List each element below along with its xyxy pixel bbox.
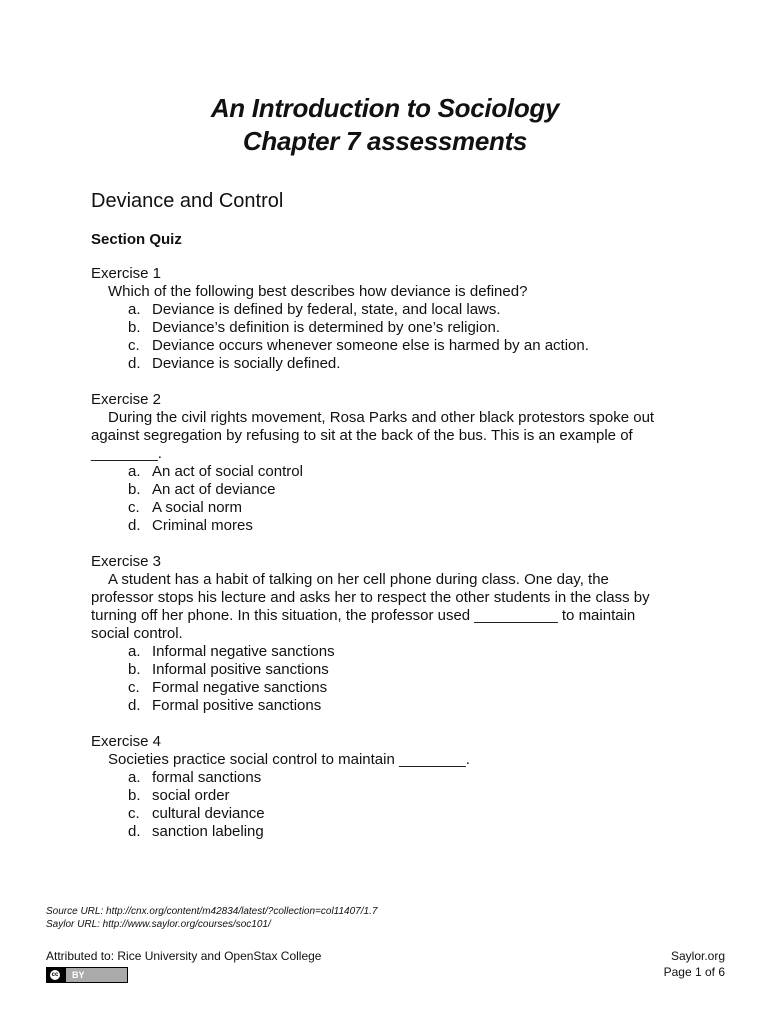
site-name: Saylor.org xyxy=(670,949,725,963)
answer-option xyxy=(128,787,671,805)
section-heading: Deviance and Control xyxy=(91,190,284,212)
option-text: Criminal mores xyxy=(152,517,253,534)
option-text: Deviance is defined by federal, state, and local laws. xyxy=(152,301,501,318)
answer-option xyxy=(128,643,671,661)
option-text: Informal negative sanctions xyxy=(152,643,335,660)
option-letter: c. xyxy=(128,337,140,354)
answer-option xyxy=(128,319,671,337)
answer-option xyxy=(128,769,671,787)
option-text: Formal positive sanctions xyxy=(152,697,322,714)
answer-option xyxy=(128,679,671,697)
option-letter: d. xyxy=(128,823,141,840)
answer-options xyxy=(91,463,671,535)
answer-option xyxy=(128,517,671,535)
saylor-url: Saylor URL: http://www.saylor.org/courses/soc101/ xyxy=(46,919,271,930)
option-text: social order xyxy=(152,787,230,804)
exercise-2 xyxy=(91,391,671,535)
option-text: Deviance’s definition is determined by one’s religion. xyxy=(152,319,500,336)
attribution-text: Attributed to: Rice University and OpenStax College xyxy=(46,949,322,963)
option-text: cultural deviance xyxy=(152,805,265,822)
exercise-question: Which of the following best describes how deviance is defined? xyxy=(108,283,528,300)
answer-option xyxy=(128,355,671,373)
option-letter: b. xyxy=(128,787,141,804)
title-line-2: Chapter 7 assessments xyxy=(242,126,528,156)
exercise-title: Exercise 1 xyxy=(91,265,162,282)
option-text: A social norm xyxy=(152,499,243,516)
exercise-question: During the civil rights movement, Rosa Parks and other black protestors spoke out against segregation by refusing to sit at the back of the bus. This is an example of ________. xyxy=(91,409,655,462)
cc-by-license-icon xyxy=(46,967,128,983)
exercise-list xyxy=(91,265,671,859)
answer-options xyxy=(91,643,671,715)
option-letter: d. xyxy=(128,517,141,534)
answer-options xyxy=(91,301,671,373)
option-text: Deviance is socially defined. xyxy=(152,355,341,372)
page-number: Page 1 of 6 xyxy=(663,965,725,979)
option-letter: b. xyxy=(128,661,141,678)
option-letter: a. xyxy=(128,643,141,660)
option-letter: c. xyxy=(128,679,140,696)
option-letter: a. xyxy=(128,769,141,786)
option-letter: a. xyxy=(128,301,141,318)
answer-option xyxy=(128,463,671,481)
title-line-1: An Introduction to Sociology xyxy=(210,93,560,123)
exercise-3 xyxy=(91,553,671,715)
exercise-4 xyxy=(91,733,671,841)
answer-option xyxy=(128,337,671,355)
exercise-title: Exercise 4 xyxy=(91,733,162,750)
option-text: Deviance occurs whenever someone else is harmed by an action. xyxy=(152,337,589,354)
answer-option xyxy=(128,661,671,679)
source-url: Source URL: http://cnx.org/content/m42834/latest/?collection=col11407/1.7 xyxy=(46,906,378,917)
answer-option xyxy=(128,499,671,517)
footer-source-urls xyxy=(46,905,377,931)
exercise-question: A student has a habit of talking on her cell phone during class. One day, the professor stops his lecture and asks her to respect the other students in the class by turning off her phone. In this situation, the professor used __________ to maintain social control. xyxy=(91,571,650,642)
cc-circle-icon: cc xyxy=(49,969,61,981)
footer-page-info xyxy=(664,948,725,980)
answer-option xyxy=(128,697,671,715)
exercise-question: Societies practice social control to maintain ________. xyxy=(108,751,470,768)
answer-options xyxy=(91,769,671,841)
exercise-title: Exercise 3 xyxy=(91,553,162,570)
option-letter: d. xyxy=(128,355,141,372)
option-text: An act of social control xyxy=(152,463,303,480)
option-letter: a. xyxy=(128,463,141,480)
option-text: Formal negative sanctions xyxy=(152,679,328,696)
option-text: formal sanctions xyxy=(152,769,262,786)
option-text: An act of deviance xyxy=(152,481,276,498)
answer-option xyxy=(128,481,671,499)
option-text: sanction labeling xyxy=(152,823,264,840)
section-quiz-heading: Section Quiz xyxy=(91,231,182,248)
option-letter: b. xyxy=(128,319,141,336)
option-letter: c. xyxy=(128,499,140,516)
option-letter: c. xyxy=(128,805,140,822)
footer-attribution xyxy=(46,948,321,983)
answer-option xyxy=(128,301,671,319)
exercise-1 xyxy=(91,265,671,373)
option-text: Informal positive sanctions xyxy=(152,661,329,678)
cc-by-label: BY xyxy=(66,968,127,982)
answer-option xyxy=(128,823,671,841)
option-letter: b. xyxy=(128,481,141,498)
option-letter: d. xyxy=(128,697,141,714)
answer-option xyxy=(128,805,671,823)
document-title xyxy=(0,92,770,158)
exercise-title: Exercise 2 xyxy=(91,391,162,408)
